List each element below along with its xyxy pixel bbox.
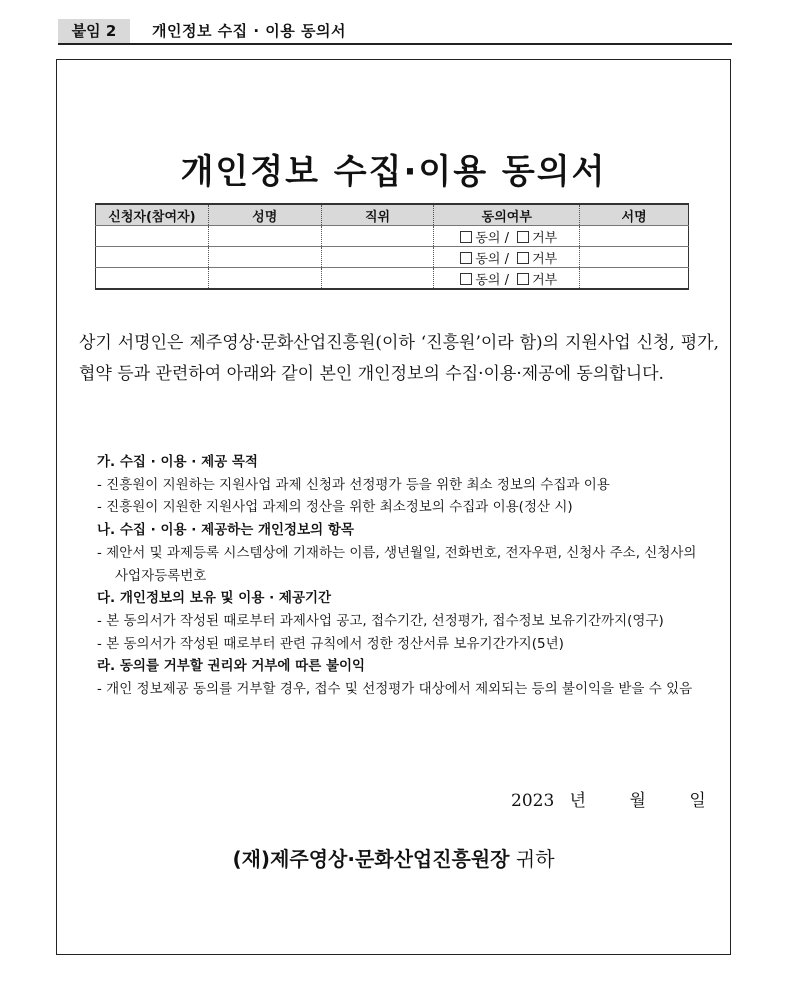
applicant-cell[interactable] bbox=[96, 226, 209, 247]
refuse-checkbox[interactable] bbox=[517, 231, 529, 243]
date-year[interactable]: 2023 bbox=[511, 791, 555, 811]
table-row bbox=[96, 247, 689, 268]
signature-table bbox=[95, 203, 689, 290]
refuse-checkbox[interactable] bbox=[517, 273, 529, 285]
list-item: - 진흥원이 지원한 지원사업 과제의 정산을 위한 최소정보의 수집과 이용(정산 시) bbox=[97, 499, 573, 516]
attachment-header bbox=[58, 19, 732, 45]
column-signature: 서명 bbox=[580, 204, 689, 226]
applicant-cell[interactable] bbox=[96, 268, 209, 290]
consent-cell bbox=[434, 268, 580, 290]
list-item: - 본 동의서가 작성된 때로부터 과제사업 공고, 접수기간, 선정평가, 접수정보 보유기간까지(영구) bbox=[97, 612, 664, 629]
column-consent: 동의여부 bbox=[434, 204, 580, 226]
date-line bbox=[511, 786, 706, 811]
addressee-org: (재)제주영상·문화산업진흥원장 bbox=[232, 847, 510, 871]
section-heading: 가. 수집 · 이용 · 제공 목적 bbox=[97, 454, 258, 470]
consent-cell bbox=[434, 247, 580, 268]
list-item: - 개인 정보제공 동의를 거부할 경우, 접수 및 선정평가 대상에서 제외되는 등의 불이익을 받을 수 있음 bbox=[97, 681, 693, 698]
consent-statement: 상기 서명인은 제주영상·문화산업진흥원(이하 ‘진흥원’이라 함)의 지원사업 신청, 평가, 협약 등과 관련하여 아래와 같이 본인 개인정보의 수집·이용·제공에 동의합니다. bbox=[79, 333, 719, 384]
section-heading: 다. 개인정보의 보유 및 이용 · 제공기간 bbox=[97, 590, 332, 607]
refuse-label: 거부 bbox=[532, 230, 558, 246]
day-unit: 일 bbox=[689, 791, 706, 811]
name-cell[interactable] bbox=[208, 268, 321, 290]
agree-checkbox[interactable] bbox=[460, 252, 472, 264]
section-heading: 나. 수집 · 이용 · 제공하는 개인정보의 항목 bbox=[97, 522, 354, 539]
month-unit: 월 bbox=[629, 791, 646, 811]
column-applicant: 신청자(참여자) bbox=[96, 204, 209, 226]
consent-details bbox=[97, 451, 697, 701]
refuse-label: 거부 bbox=[532, 272, 558, 288]
agree-checkbox[interactable] bbox=[460, 231, 472, 243]
agree-checkbox[interactable] bbox=[460, 273, 472, 285]
name-cell[interactable] bbox=[208, 247, 321, 268]
document-frame bbox=[56, 59, 731, 955]
position-cell[interactable] bbox=[321, 247, 434, 268]
column-position: 직위 bbox=[321, 204, 434, 226]
name-cell[interactable] bbox=[208, 226, 321, 247]
list-item: - 제안서 및 과제등록 시스템상에 기재하는 이름, 생년월일, 전화번호, 전자우편, 신청사 주소, 신청사의 사업자등록번호 bbox=[97, 544, 697, 584]
agree-label: 동의 bbox=[475, 251, 501, 267]
signature-cell[interactable] bbox=[580, 268, 689, 290]
applicant-cell[interactable] bbox=[96, 247, 209, 268]
section-heading: 라. 동의를 거부할 권리와 거부에 따른 불이익 bbox=[97, 658, 366, 675]
consent-cell bbox=[434, 226, 580, 247]
signature-cell[interactable] bbox=[580, 226, 689, 247]
signature-cell[interactable] bbox=[580, 247, 689, 268]
consent-separator: / bbox=[504, 272, 509, 288]
position-cell[interactable] bbox=[321, 226, 434, 247]
consent-separator: / bbox=[504, 251, 509, 267]
table-row bbox=[96, 226, 689, 247]
refuse-checkbox[interactable] bbox=[517, 252, 529, 264]
list-item: - 본 동의서가 작성된 때로부터 관련 규칙에서 정한 정산서류 보유기간가지(5년) bbox=[97, 635, 564, 652]
addressee bbox=[57, 843, 730, 872]
consent-separator: / bbox=[504, 230, 509, 246]
attachment-tag: 붙임 2 bbox=[58, 19, 130, 43]
agree-label: 동의 bbox=[475, 230, 501, 246]
refuse-label: 거부 bbox=[532, 251, 558, 267]
table-row bbox=[96, 268, 689, 290]
year-unit: 년 bbox=[569, 791, 587, 811]
attachment-title: 개인정보 수집 · 이용 동의서 bbox=[152, 22, 346, 40]
document-title: 개인정보 수집·이용 동의서 bbox=[180, 152, 607, 192]
addressee-suffix: 귀하 bbox=[515, 847, 555, 871]
position-cell[interactable] bbox=[321, 268, 434, 290]
table-header-row bbox=[96, 204, 689, 226]
list-item: - 진흥원이 지원하는 지원사업 과제 신청과 선정평가 등을 위한 최소 정보의 수집과 이용 bbox=[97, 476, 610, 493]
agree-label: 동의 bbox=[475, 272, 501, 288]
column-name: 성명 bbox=[208, 204, 321, 226]
